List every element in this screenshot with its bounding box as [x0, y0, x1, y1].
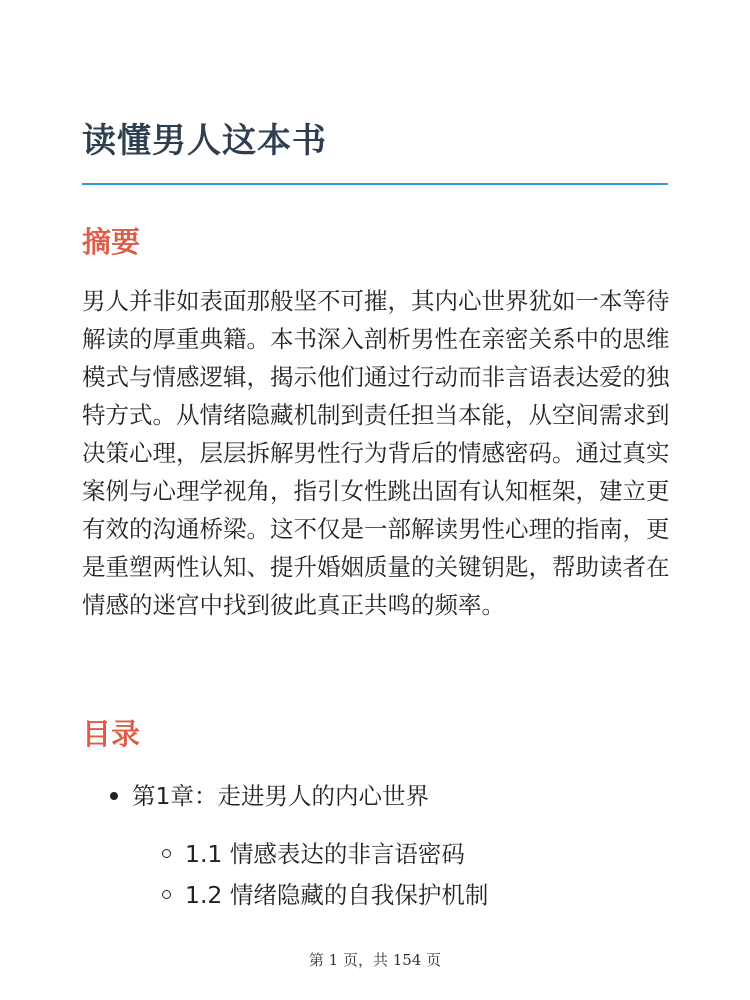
hollow-bullet-icon [162, 890, 171, 899]
abstract-paragraph: 男人并非如表面那般坚不可摧，其内心世界犹如一本等待解读的厚重典籍。本书深入剖析男性在亲密关系中的思维模式与情感逻辑，揭示他们通过行动而非言语表达爱的独特方式。从情绪隐藏机制到责任担当本能，从空间需求到决策心理，层层拆解男性行为背后的情感密码。通过真实案例与心理学视角，指引女性跳出固有认知框架，建立更有效的沟通桥梁。这不仅是一部解读男性心理的指南，更是重塑两性认知、提升婚姻质量的关键钥匙，帮助读者在情感的迷宫中找到彼此真正共鸣的频率。 [82, 287, 670, 619]
toc-chapter-item[interactable] [110, 777, 429, 815]
toc-chapter-label: 第1章：走进男人的内心世界 [132, 782, 429, 810]
page-title: 读懂男人这本书 [82, 121, 327, 161]
toc-section-label: 1.1 情感表达的非言语密码 [185, 840, 465, 868]
toc-section-item[interactable] [162, 876, 488, 914]
toc-section-label: 1.2 情绪隐藏的自我保护机制 [185, 881, 489, 909]
title-divider [82, 183, 668, 185]
page-number-footer: 第 1 页，共 154 页 [308, 951, 442, 969]
filled-bullet-icon [110, 792, 118, 800]
toc-section-item[interactable] [162, 835, 465, 873]
toc-heading: 目录 [82, 717, 141, 751]
hollow-bullet-icon [162, 849, 171, 858]
abstract-heading: 摘要 [82, 225, 141, 259]
